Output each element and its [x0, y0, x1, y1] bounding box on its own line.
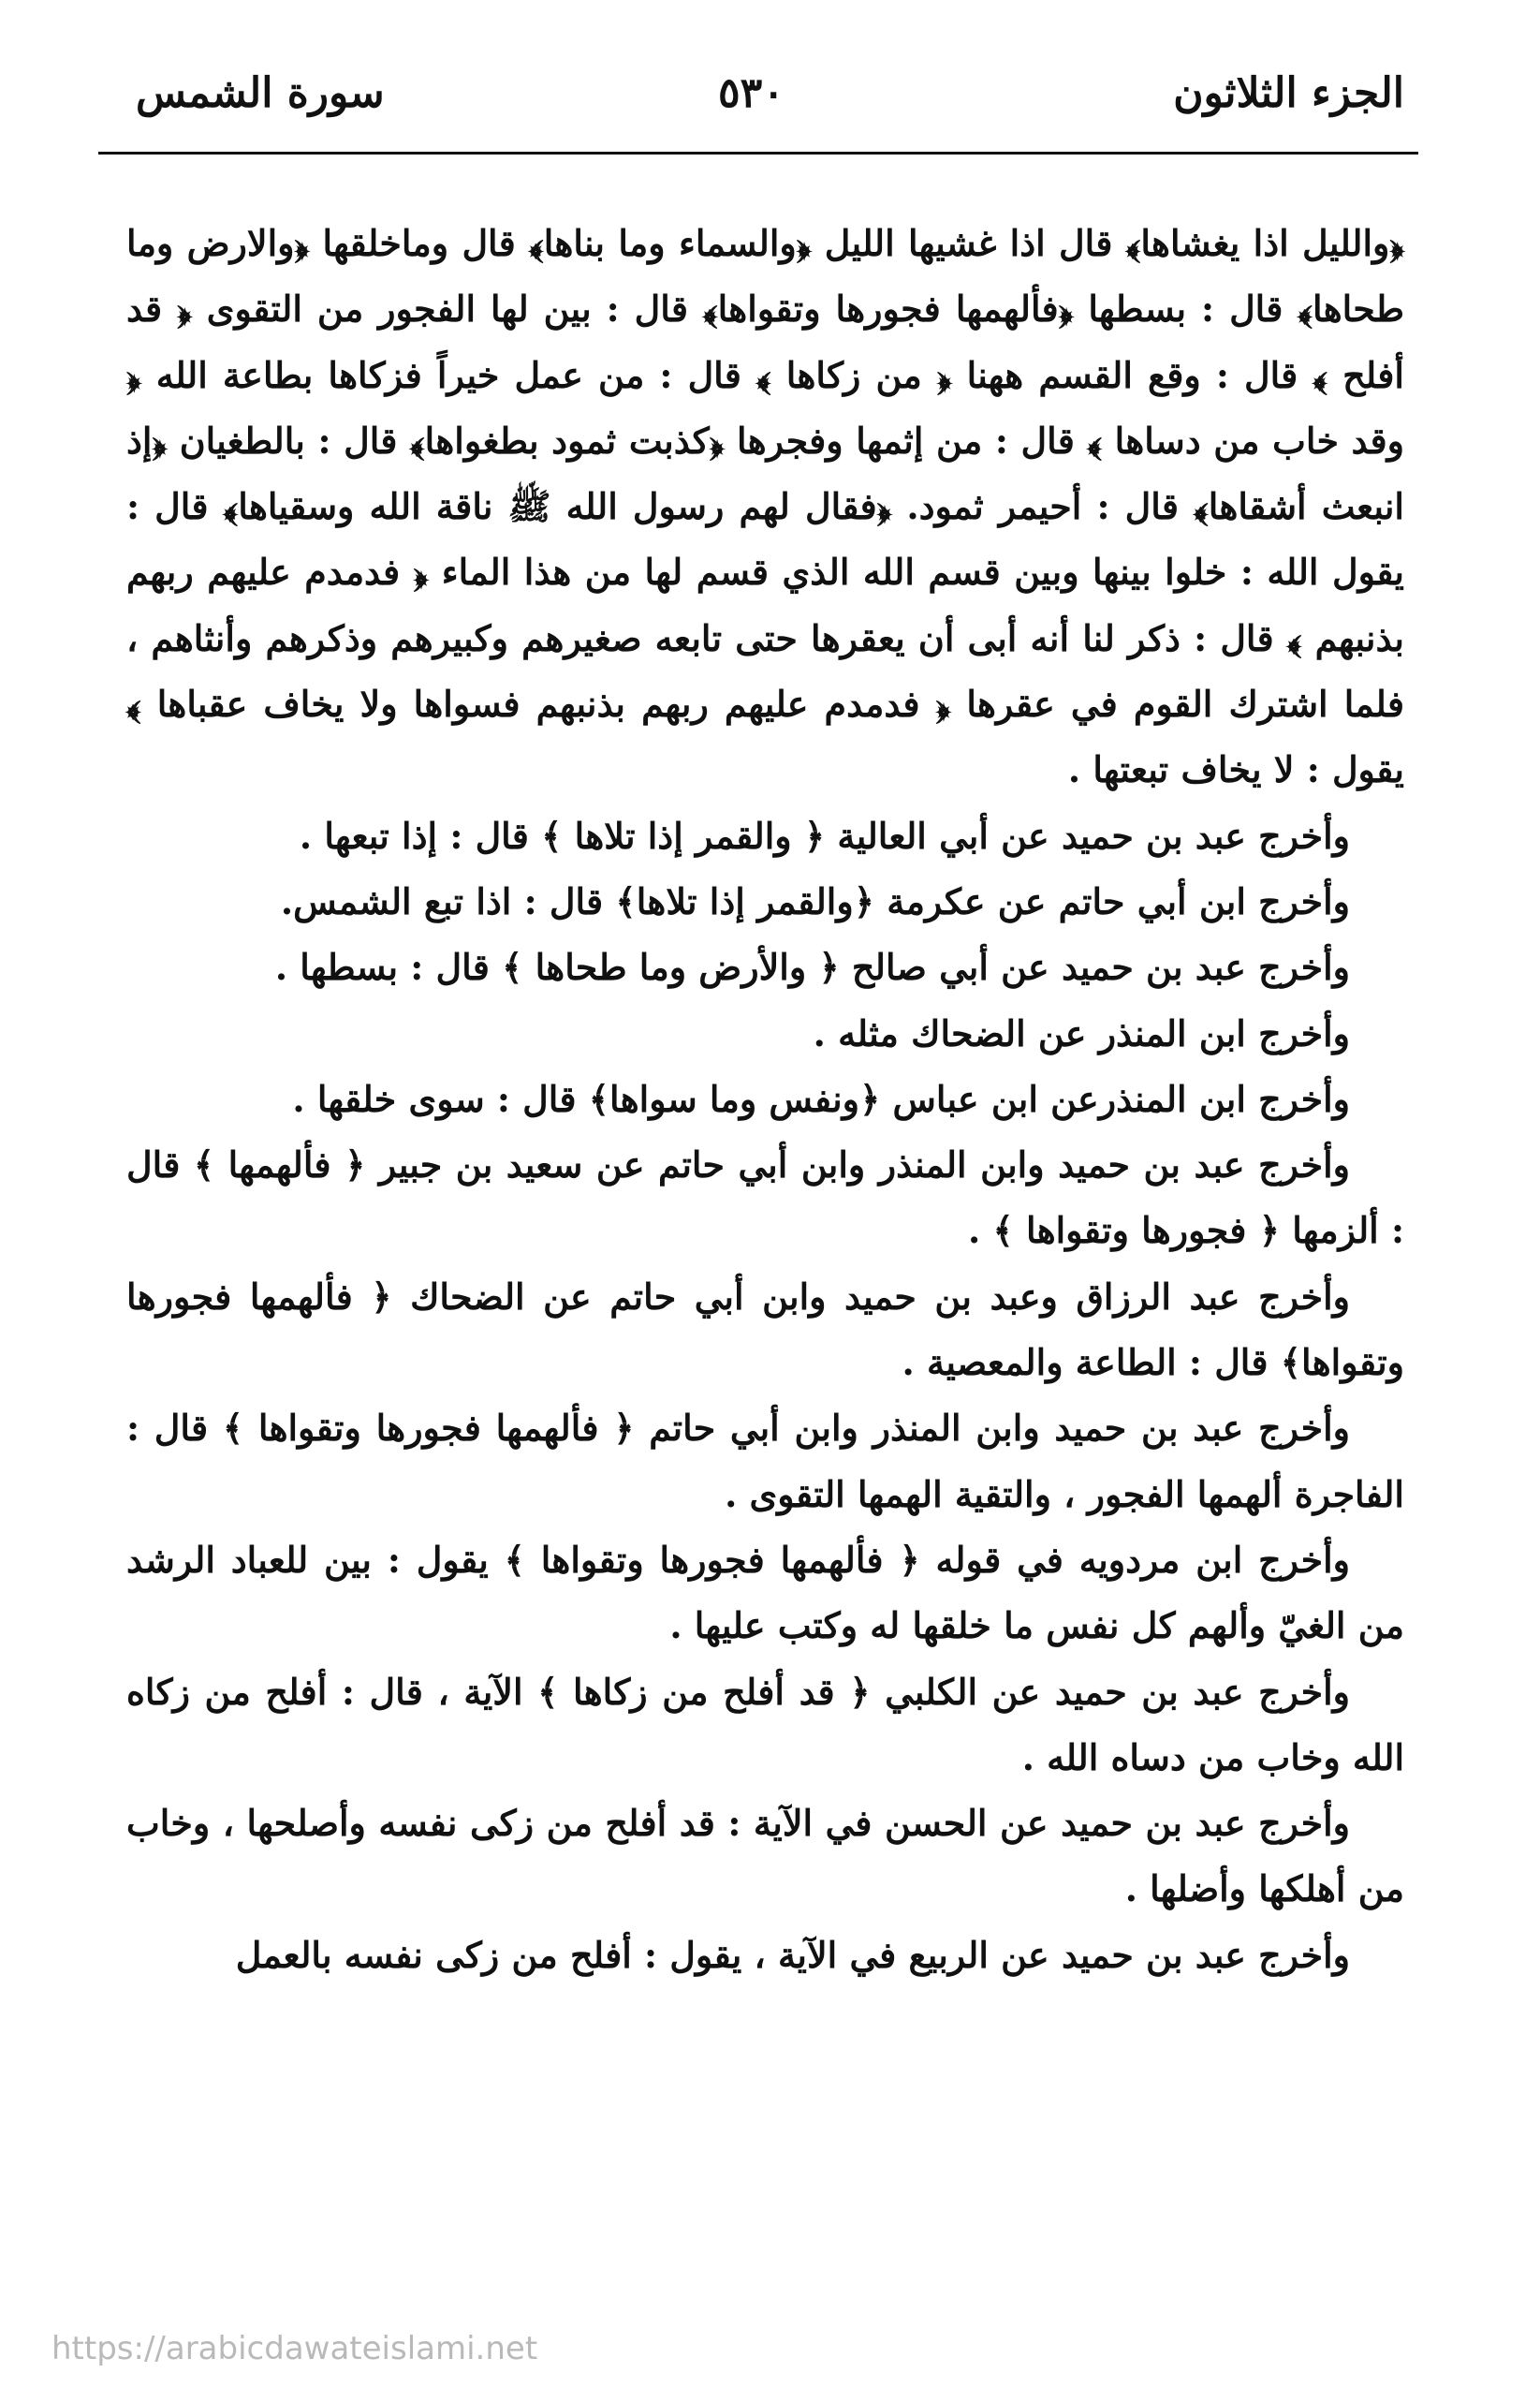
paragraph-3: وأخرج ابن أبي حاتم عن عكرمة ﴿والقمر إذا تلاها﴾ قال : اذا تبع الشمس.: [280, 879, 1350, 922]
page-header: [98, 56, 1404, 150]
paragraph-6: وأخرج ابن المنذرعن ابن عباس ﴿ونفس وما سواها﴾ قال : سوى خلقها .: [292, 1077, 1350, 1120]
paragraph-8: وأخرج عبد الرزاق وعبد بن حميد وابن أبي حاتم عن الضحاك ﴿ فألهمها فجورها وتقواها﴾ قال : الطاعة والمعصية .: [126, 1275, 1404, 1384]
paragraph-9: وأخرج عبد بن حميد وابن المنذر وابن أبي حاتم ﴿ فألهمها فجورها وتقواها ﴾ قال : الفاجرة ألهمها الفجور ، والتقية الهمها التقوى .: [126, 1407, 1404, 1515]
paragraph-1: ﴿والليل اذا يغشاها﴾ قال اذا غشيها الليل ﴿والسماء وما بناها﴾ قال وماخلقها ﴿والارض وما طحاها﴾ قال : بسطها ﴿فألهمها فجورها وتقواها﴾ قال : بين لها الفجور من التقوى ﴿ قد أفلح ﴾ قال : وقع القسم ههنا ﴿ من زكاها ﴾ قال : من عمل خيراً فزكاها بطاعة الله ﴿ وقد خاب من دساها ﴾ قال : من إثمها وفجرها ﴿كذبت ثمود بطغواها﴾ قال : بالطغيان ﴿إذ انبعث أشقاها﴾ قال : أحيمر ثمود. ﴿فقال لهم رسول الله ﷺ ناقة الله وسقياها﴾ قال : يقول الله : خلوا بينها وبين قسم الله الذي قسم لها من هذا الماء ﴿ فدمدم عليهم ربهم بذنبهم ﴾ قال : ذكر لنا أنه أبى أن يعقرها حتى تابعه صغيرهم وكبيرهم وذكرهم وأنثاهم ، فلما اشترك القوم في عقرها ﴿ فدمدم عليهم ربهم بذنبهم فسواها ولا يخاف عقباها ﴾ يقول : لا يخاف تبعتها .: [126, 222, 1404, 791]
paragraph-13: وأخرج عبد بن حميد عن الربيع في الآية ، يقول : أفلح من زكى نفسه بالعمل: [235, 1933, 1350, 1976]
paragraph-10: وأخرج ابن مردويه في قوله ﴿ فألهمها فجورها وتقواها ﴾ يقول : بين للعباد الرشد من الغيّ وألهم كل نفس ما خلقها له وكتب عليها .: [126, 1538, 1404, 1647]
running-title-juz: الجزء الثلاثون: [1173, 69, 1404, 117]
running-title-surah: سورة الشمس: [136, 69, 385, 117]
paragraph-7: وأخرج عبد بن حميد وابن المنذر وابن أبي حاتم عن سعيد بن جبير ﴿ فألهمها ﴾ قال : ألزمها ﴿ فجورها وتقواها ﴾ .: [126, 1143, 1404, 1252]
paragraph-2: وأخرج عبد بن حميد عن أبي العالية ﴿ والقمر إذا تلاها ﴾ قال : إذا تبعها .: [299, 814, 1350, 857]
paragraph-4: وأخرج عبد بن حميد عن أبي صالح ﴿ والأرض وما طحاها ﴾ قال : بسطها .: [274, 946, 1350, 989]
paragraph-5: وأخرج ابن المنذر عن الضحاك مثله .: [813, 1011, 1350, 1054]
watermark-url: https://arabicdawateislami.net: [51, 2330, 538, 2367]
page-number: ٥٣٠: [718, 69, 785, 117]
paragraph-12: وأخرج عبد بن حميد عن الحسن في الآية : قد أفلح من زكى نفسه وأصلحها ، وخاب من أهلكها وأضلها .: [126, 1802, 1404, 1910]
paragraph-11: وأخرج عبد بن حميد عن الكلبي ﴿ قد أفلح من زكاها ﴾ الآية ، قال : أفلح من زكاه الله وخاب من دساه الله .: [126, 1670, 1404, 1778]
header-rule: [98, 152, 1418, 155]
body-text: [126, 211, 1404, 1988]
